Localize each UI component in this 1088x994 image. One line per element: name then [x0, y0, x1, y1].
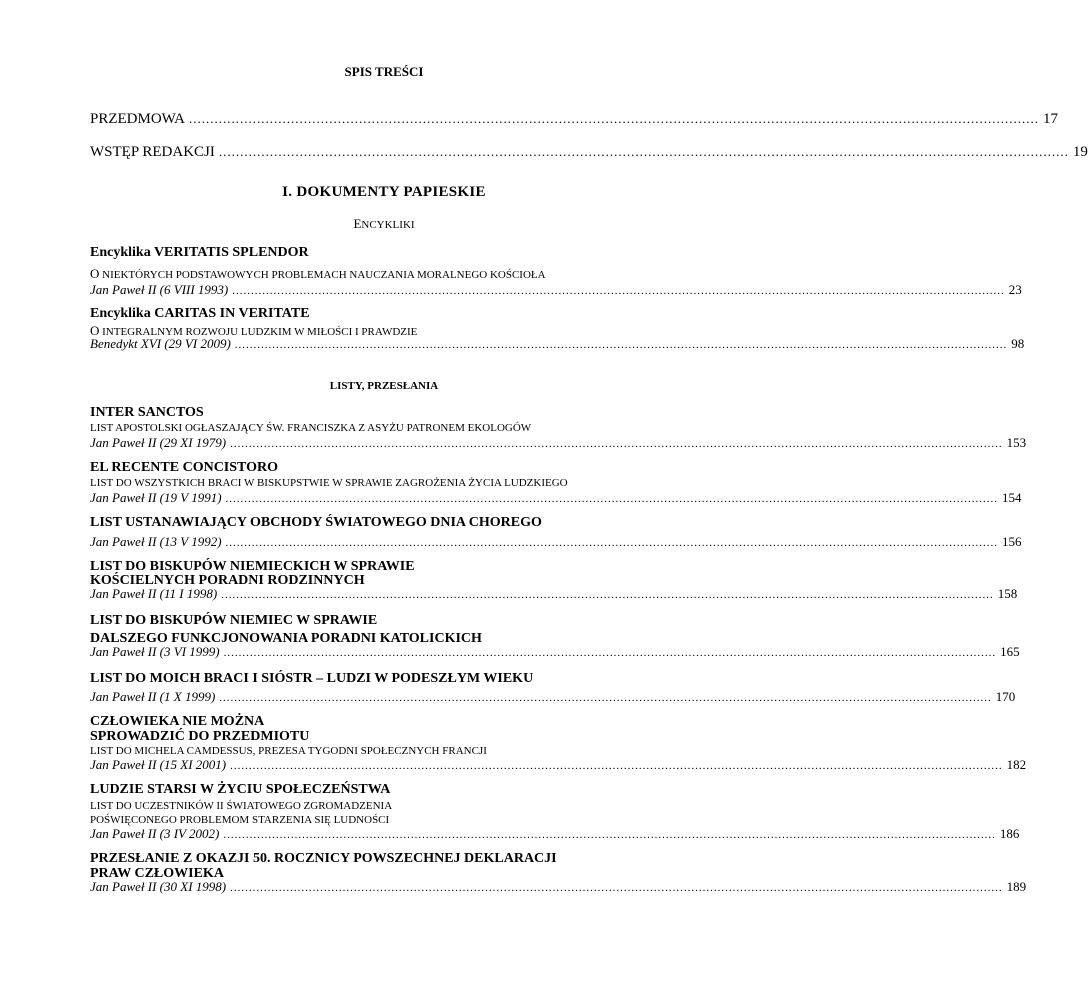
- entry-author: Jan Paweł II (15 XI 2001): [90, 757, 227, 772]
- toc-page-number: 23: [1008, 282, 1022, 297]
- small-caps-initial: E: [353, 216, 362, 231]
- toc-page-number: 17: [1043, 111, 1059, 127]
- entry-title-text: CARITAS IN VERITATE: [154, 306, 310, 321]
- entry-title-line: PRZESŁANIE Z OKAZJI 50. ROCZNICY POWSZECHNEJ DEKLARACJI: [90, 851, 557, 866]
- toc-page-number: 170: [995, 689, 1016, 704]
- toc-page-number: 154: [1002, 490, 1022, 505]
- toc-page-number: 165: [1000, 644, 1020, 659]
- toc-page-number: 186: [999, 826, 1020, 841]
- entry-description: LIST DO MICHELA CAMDESSUS, PREZESA TYGODNI SPOŁECZNYCH FRANCJI: [90, 745, 487, 757]
- leader-dots: ..............................................................................................................................................................................................................: [230, 438, 1003, 450]
- entry-title-czlowieka-nie-mozna[interactable]: [90, 714, 309, 744]
- entry-title-list-ustanawiajacy[interactable]: LIST USTANAWIAJĄCY OBCHODY ŚWIATOWEGO DNIA CHOREGO: [90, 515, 542, 530]
- entry-author: Jan Paweł II (1 X 1999): [90, 689, 216, 704]
- toc-page-number: 153: [1006, 435, 1027, 450]
- entry-description-line: LIST DO UCZESTNIKÓW II ŚWIATOWEGO ZGROMADZENIA: [90, 800, 393, 812]
- leader-dots: ..............................................................................................................................................................................................................: [234, 339, 1008, 351]
- entry-title-biskupow-niemieckich[interactable]: [90, 560, 415, 588]
- leader-dots: ..............................................................................................................................................................................................................: [232, 285, 1005, 297]
- entry-author-line: [90, 435, 1027, 451]
- entry-author: Jan Paweł II (29 XI 1979): [90, 435, 227, 450]
- small-caps-rest: NIEKTÓRYCH PODSTAWOWYCH PROBLEMACH NAUCZANIA MORALNEGO KOŚCIOŁA: [99, 269, 546, 281]
- toc-page-number: 182: [1006, 757, 1027, 772]
- entry-title-line: LIST DO BISKUPÓW NIEMIECKICH W SPRAWIE: [90, 559, 415, 574]
- toc-entry-label: WSTĘP REDAKCJI: [90, 144, 215, 160]
- toc-page-number: 156: [1002, 534, 1022, 549]
- leader-dots: ..............................................................................................................................................................................................................: [230, 760, 1003, 772]
- entry-author: Jan Paweł II (11 I 1998): [90, 586, 218, 601]
- entry-title-el-recente-concistoro[interactable]: EL RECENTE CONCISTORO: [90, 460, 279, 475]
- entry-author-line: [90, 644, 1020, 660]
- leader-dots: ..............................................................................................................................................................................................................: [225, 537, 999, 549]
- entry-description: LIST APOSTOLSKI OGŁASZAJĄCY ŚW. FRANCISZKA Z ASYŻU PATRONEM EKOLOGÓW: [90, 422, 532, 434]
- entry-title-biskupow-niemiec[interactable]: [90, 612, 482, 648]
- entry-author-line: [90, 879, 1027, 895]
- entry-title-prefix: Encyklika: [90, 306, 155, 321]
- subsection-heading-encykliki: [0, 216, 768, 232]
- entry-author-line: [90, 826, 1020, 842]
- entry-title-line: CZŁOWIEKA NIE MOŻNA: [90, 714, 265, 729]
- leader-dots: ..............................................................................................................................................................................................................: [225, 493, 999, 505]
- entry-description: LIST DO WSZYSTKICH BRACI W BISKUPSTWIE W SPRAWIE ZAGROŻENIA ŻYCIA LUDZKIEGO: [90, 477, 568, 489]
- entry-author-line: [90, 336, 1025, 352]
- page-title: SPIS TREŚCI: [344, 64, 424, 79]
- entry-description-line: POŚWIĘCONEGO PROBLEMOM STARZENIA SIĘ LUDNOŚCI: [90, 814, 390, 826]
- small-caps-rest: INTEGRALNYM ROZWOJU LUDZKIM W MIŁOŚCI I PRAWDZIE: [99, 326, 418, 338]
- entry-author-line: [90, 534, 1022, 550]
- entry-title-line: LIST DO BISKUPÓW NIEMIEC W SPRAWIE: [90, 613, 378, 628]
- leader-dots: ..............................................................................................................................................................................................................: [230, 882, 1003, 894]
- entry-title-przeslanie[interactable]: [90, 851, 557, 881]
- leader-dots: ..............................................................................................................................................................................................................: [223, 829, 996, 841]
- leader-dots: ........................................................................................................................................................................................................: [218, 144, 1069, 159]
- toc-entry-label: PRZEDMOWA: [90, 111, 186, 127]
- entry-description: [90, 266, 546, 282]
- entry-title-line: PRAW CZŁOWIEKA: [90, 866, 224, 881]
- entry-author: Jan Paweł II (30 XI 1998): [90, 879, 227, 894]
- entry-title-text: VERITATIS SPLENDOR: [153, 245, 309, 260]
- toc-entry-przedmowa[interactable]: [90, 111, 1059, 128]
- entry-title-line: KOŚCIELNYCH PORADNI RODZINNYCH: [90, 573, 365, 588]
- entry-title-line: DALSZEGO FUNKCJONOWANIA PORADNI KATOLICKICH: [90, 631, 482, 646]
- small-caps-rest: NCYKLIKI: [361, 219, 415, 231]
- entry-author-line: [90, 282, 1022, 298]
- entry-author-line: [90, 757, 1027, 773]
- toc-entry-wstep-redakcji[interactable]: [90, 144, 1088, 161]
- entry-author-line: [90, 490, 1022, 506]
- entry-title-veritatis-splendor[interactable]: [90, 245, 309, 261]
- entry-title-line: SPROWADZIĆ DO PRZEDMIOTU: [90, 729, 310, 744]
- entry-author-line: [90, 689, 1016, 705]
- leader-dots: ........................................................................................................................................................................................................: [189, 111, 1040, 126]
- small-caps-initial: O: [90, 266, 100, 281]
- entry-title-inter-sanctos[interactable]: INTER SANCTOS: [90, 405, 204, 420]
- toc-page-number: 98: [1011, 336, 1025, 351]
- entry-title-list-do-moich-braci[interactable]: LIST DO MOICH BRACI I SIÓSTR – LUDZI W PODESZŁYM WIEKU: [90, 671, 534, 686]
- entry-title-ludzie-starsi[interactable]: LUDZIE STARSI W ŻYCIU SPOŁECZEŃSTWA: [90, 782, 391, 797]
- entry-author: Jan Paweł II (13 V 1992): [90, 534, 222, 549]
- small-caps-initial: O: [90, 323, 100, 338]
- toc-page-number: 189: [1006, 879, 1027, 894]
- entry-title-prefix: Encyklika: [90, 245, 154, 260]
- subsection-heading-listy-przeslania: LISTY, PRZESŁANIA: [329, 380, 439, 392]
- entry-author: Jan Paweł II (6 VIII 1993): [90, 282, 229, 297]
- toc-page-number: 158: [997, 586, 1018, 601]
- entry-author: Jan Paweł II (3 VI 1999): [90, 644, 220, 659]
- entry-author: Jan Paweł II (19 V 1991): [90, 490, 222, 505]
- toc-page-number: 19: [1072, 144, 1088, 160]
- entry-author: Jan Paweł II (3 IV 2002): [90, 826, 220, 841]
- entry-author-line: [90, 586, 1018, 602]
- leader-dots: ..............................................................................................................................................................................................................: [223, 647, 997, 659]
- entry-description: [90, 799, 392, 827]
- leader-dots: ..............................................................................................................................................................................................................: [221, 589, 994, 601]
- leader-dots: ..............................................................................................................................................................................................................: [219, 692, 992, 704]
- entry-title-caritas-in-veritate[interactable]: [90, 306, 310, 322]
- entry-author: Benedykt XVI (29 VI 2009): [90, 336, 231, 351]
- section-heading-dokumenty-papieskie: I. DOKUMENTY PAPIESKIE: [282, 184, 486, 200]
